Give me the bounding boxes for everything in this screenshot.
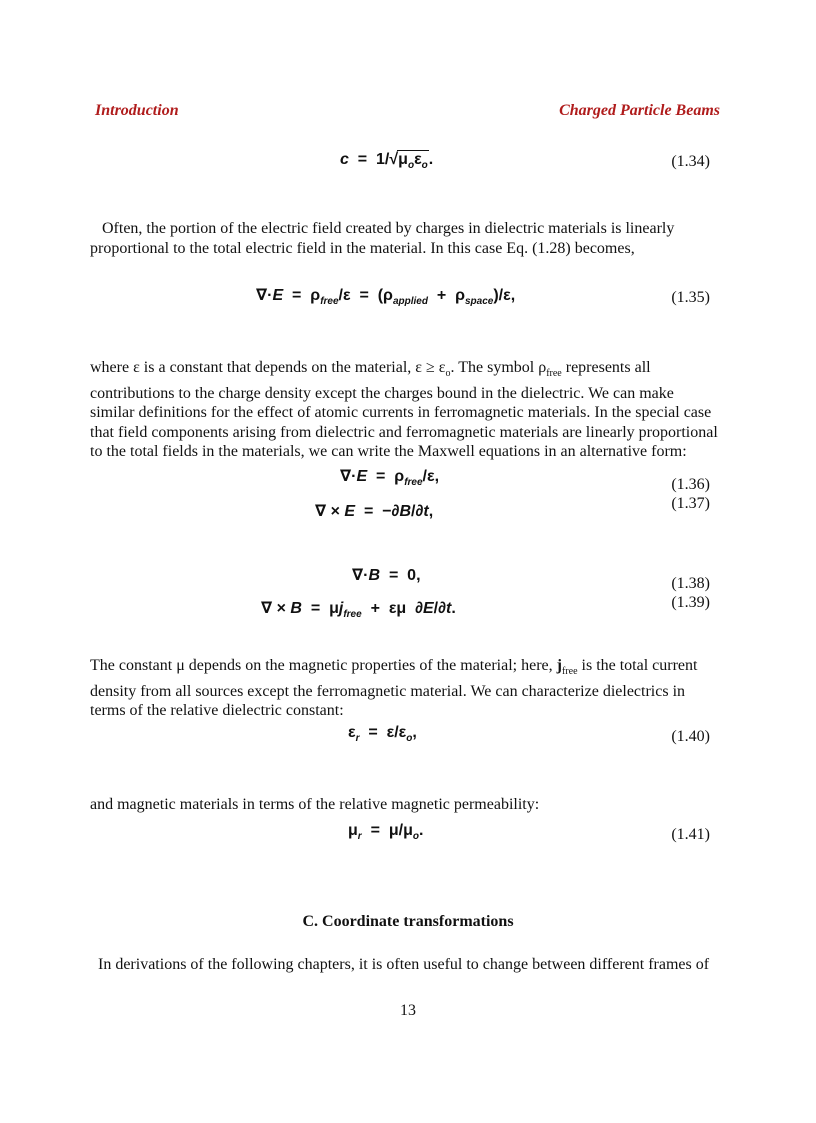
equation-number-1-41: (1.41) — [671, 826, 710, 843]
equation-1-34: $c = 1/√\mu_o\varepsilon_o$. — [340, 151, 434, 172]
running-header-left: Introduction — [95, 102, 179, 119]
equation-number-1-39: (1.39) — [671, 594, 710, 611]
equation-number-1-35: (1.35) — [671, 289, 710, 306]
equation-1-36: $\nabla\cdot E = \rho_{free}/\varepsilon$, — [340, 468, 440, 489]
paragraph-3-text: and magnetic materials in terms of the relative magnetic permeability: — [90, 796, 540, 813]
paragraph-2-text: where ε is a constant that depends on the material, $\varepsilon \ge \varepsilon_o$. The symbol $\rho_{free}$ represents all contributions to the charge density except the charges bound in the dielectric. We can make similar definitions for the effect of atomic currents in ferromagnetic materials. In the special case that field components arising from dielectric and ferromagnetic materials are linearly proportional to the total fields in the materials, we can write the Maxwell equations in an alternative form: — [90, 359, 718, 461]
equation-1-40: $\varepsilon_r = \varepsilon/\varepsilon_o$, — [348, 724, 417, 745]
paragraph-3 — [90, 795, 722, 815]
paragraph-4 — [86, 955, 726, 975]
equation-1-37: ∇ × E = −∂B/∂t, — [315, 503, 434, 520]
equation-number-1-38: (1.38) — [671, 575, 710, 592]
equation-1-41: $\mu_r = \mu/\mu_o$. — [348, 822, 424, 843]
equation-1-35: $\nabla\cdot E = \rho_{free}/\varepsilon = (\rho_{applied} + \rho_{space})/\varepsilon$, — [256, 287, 516, 308]
section-heading: C. Coordinate transformations — [302, 913, 514, 930]
running-header-right: Charged Particle Beams — [559, 102, 720, 119]
equation-1-39: ∇ × $B = \mu j_{free} + \varepsilon\mu$ ∂E/∂t. — [261, 600, 456, 621]
equation-number-1-36: (1.36) — [671, 476, 710, 493]
equation-1-38: ∇·B = 0, — [352, 567, 421, 584]
equation-number-1-40: (1.40) — [671, 728, 710, 745]
paragraph-4-text: In derivations of the following chapters, it is often useful to change between different frames of — [98, 956, 710, 973]
paragraph-mu — [90, 656, 722, 721]
paragraph-2 — [90, 358, 722, 462]
equation-number-1-34: (1.34) — [671, 153, 710, 170]
paragraph-mu-text: The constant μ depends on the magnetic properties of the material; here, $j_{free}$ is the total current density from all sources except the ferromagnetic material. We can characterize dielectrics in terms of the relative dielectric constant: — [90, 657, 698, 720]
equation-number-1-37: (1.37) — [671, 495, 710, 512]
page-number: 13 — [400, 1002, 416, 1019]
paragraph-1 — [90, 219, 722, 258]
paragraph-1-text: Often, the portion of the electric field created by charges in dielectric materials is linearly proportional to the total electric field in the material. In this case Eq. (1.28) becomes, — [90, 220, 675, 257]
